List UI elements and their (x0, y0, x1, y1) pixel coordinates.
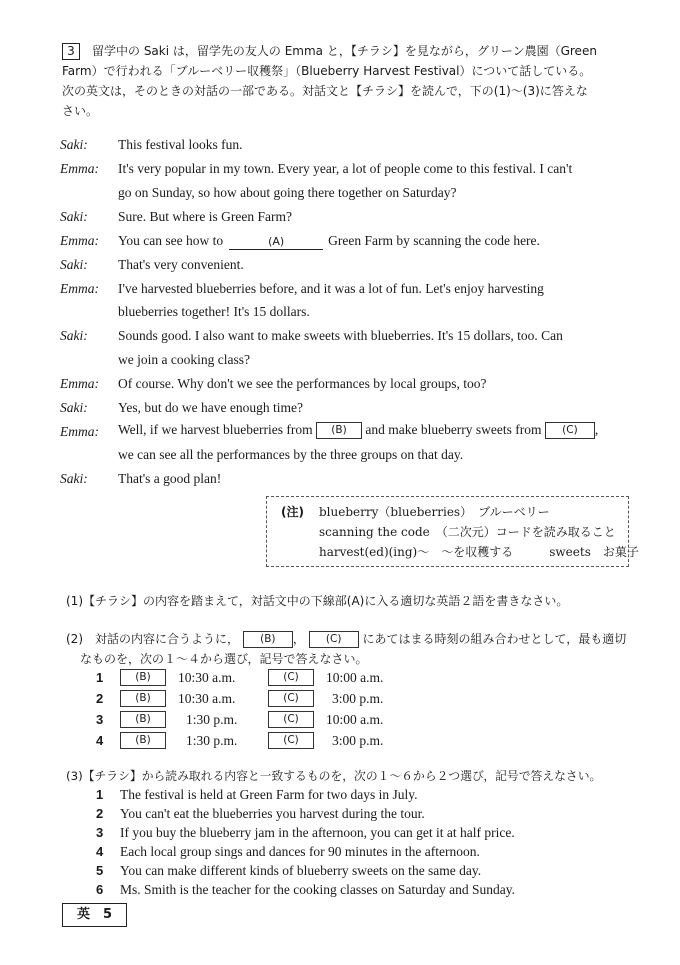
option-b-box (120, 732, 166, 749)
dialogue-line: go on Sunday, so how about going there together on Saturday? (118, 185, 457, 200)
dialogue-line: we can see all the performances by the three groups on that day. (118, 447, 464, 462)
blank-c-box: (C) (268, 732, 314, 749)
dialogue-line: That's very convenient. (118, 257, 244, 272)
option-row (96, 712, 103, 728)
option-c-time: 10:00 a.m. (326, 670, 384, 685)
option-number-text: 1 (96, 787, 104, 802)
speaker: Emma: (60, 233, 99, 248)
speaker: Saki: (60, 209, 88, 224)
option-text: The festival is held at Green Farm for two days in July. (120, 787, 418, 802)
question-2-line-2: なものを，次の１〜４から選び，記号で答えなさい。 (80, 652, 368, 666)
option-number: 4 (96, 733, 104, 748)
blank-b-box: (B) (316, 422, 362, 439)
question-2-text: にあてはまる時刻の組み合わせとして，最も適切 (362, 632, 627, 646)
intro-line-2: Farm）で行われる「ブルーベリー収穫祭」（Blueberry Harvest Festival）について話している。 (62, 64, 592, 78)
option-number (96, 825, 103, 841)
option-row (96, 733, 103, 749)
dialogue-line: I've harvested blueberries before, and it was a lot of fun. Let's enjoy harvesting (118, 281, 544, 296)
option-number-text: 6 (96, 882, 104, 897)
dialogue-line: Sure. But where is Green Farm? (118, 209, 292, 224)
dialogue-text: You can see how to (118, 233, 224, 248)
blank-c-box: (C) (268, 669, 314, 686)
option-number (96, 844, 103, 860)
option-c-box (268, 669, 314, 686)
blank-c-box: (C) (309, 631, 359, 648)
option-number: 3 (96, 712, 104, 727)
speaker: Emma: (60, 161, 99, 176)
intro-line-4: さい。 (62, 104, 99, 118)
option-text: Each local group sings and dances for 90 minutes in the afternoon. (120, 844, 480, 859)
dialogue-line: Sounds good. I also want to make sweets with blueberries. It's 15 dollars, too. Can (118, 328, 563, 343)
option-number (96, 882, 103, 898)
option-b-time: 1:30 p.m. (186, 712, 238, 727)
dialogue-line: This festival looks fun. (118, 137, 243, 152)
speaker: Saki: (60, 471, 88, 486)
question-2-text: (2) 対話の内容に合うように， (66, 632, 239, 646)
option-c-box (268, 711, 314, 728)
blank-b-box: (B) (243, 631, 293, 648)
note-row: blueberry（blueberries） ブルーベリー (319, 505, 550, 519)
option-b-time: 10:30 a.m. (178, 691, 236, 706)
dialogue-text: and make blueberry sweets from (365, 422, 542, 437)
speaker: Saki: (60, 257, 88, 272)
speaker: Emma: (60, 281, 99, 296)
option-text: You can't eat the blueberries you harvest during the tour. (120, 806, 425, 821)
option-number-text: 4 (96, 844, 104, 859)
dialogue-text: Well, if we harvest blueberries from (118, 422, 313, 437)
blank-b-box: (B) (120, 711, 166, 728)
dialogue-line: Of course. Why don't we see the performances by local groups, too? (118, 376, 487, 391)
option-b-box (120, 669, 166, 686)
intro-line-3: 次の英文は，そのときの対話の一部である。対話文と【チラシ】を読んで，下の(1)〜(3)に答えな (62, 84, 588, 98)
option-c-time: 3:00 p.m. (332, 691, 384, 706)
option-text: If you buy the blueberry jam in the afternoon, you can get it at half price. (120, 825, 515, 840)
blank-b-box: (B) (120, 732, 166, 749)
note-row: harvest(ed)(ing)〜 〜を収穫する sweets お菓子 (319, 545, 639, 559)
option-text: Ms. Smith is the teacher for the cooking classes on Saturday and Sunday. (120, 882, 516, 897)
option-number (96, 787, 103, 803)
page-label: 英 5 (62, 903, 127, 927)
dialogue-line-with-boxes (118, 422, 598, 439)
dialogue-line: we join a cooking class? (118, 352, 250, 367)
option-c-time: 10:00 a.m. (326, 712, 384, 727)
dialogue-text: , (594, 422, 599, 437)
blank-b-box: (B) (120, 690, 166, 707)
question-intro (62, 41, 637, 121)
dialogue-line: blueberries together! It's 15 dollars. (118, 304, 310, 319)
option-text: You can make different kinds of blueberry sweets on the same day. (120, 863, 482, 878)
speaker: Saki: (60, 400, 88, 415)
option-c-box (268, 690, 314, 707)
option-number: 1 (96, 670, 104, 685)
dialogue-line: That's a good plan! (118, 471, 222, 486)
option-number: 2 (96, 691, 104, 706)
option-number-text: 2 (96, 806, 104, 821)
speaker: Saki: (60, 328, 88, 343)
note-label: (注) (281, 505, 304, 519)
blank-c-box: (C) (268, 711, 314, 728)
speaker: Emma: (60, 424, 99, 439)
option-row (96, 670, 103, 686)
option-c-box (268, 732, 314, 749)
option-number-text: 5 (96, 863, 104, 878)
blank-a-underline: (A) (229, 235, 323, 250)
question-number-box: 3 (62, 43, 80, 60)
question-1: (1)【チラシ】の内容を踏まえて，対話文中の下線部(A)に入る適切な英語２語を書きなさい。 (66, 594, 569, 608)
note-row: scanning the code （二次元）コードを読み取ること (319, 525, 616, 539)
question-3: (3)【チラシ】から読み取れる内容と一致するものを，次の１〜６から２つ選び，記号で答えなさい。 (66, 769, 602, 783)
blank-c-box: (C) (545, 422, 595, 439)
question-2: (2) 対話の内容に合うように， (B) ， (C) にあてはまる時刻の組み合わせとして，最も適切 (66, 632, 627, 646)
option-number (96, 806, 103, 822)
dialogue-line-with-blank (118, 233, 540, 250)
blank-c-box: (C) (268, 690, 314, 707)
speaker: Saki: (60, 137, 88, 152)
vocabulary-note (266, 496, 639, 567)
speaker: Emma: (60, 376, 99, 391)
intro-line-1: 留学中の Saki は，留学先の友人の Emma と，【チラシ】を見ながら，グリーン農園（Green (92, 44, 597, 58)
dialogue-line: It's very popular in my town. Every year, a lot of people come to this festival. I can't (118, 161, 573, 176)
option-b-box (120, 690, 166, 707)
dialogue-text: Green Farm by scanning the code here. (328, 233, 540, 248)
option-c-time: 3:00 p.m. (332, 733, 384, 748)
blank-b-box: (B) (120, 669, 166, 686)
option-number-text: 3 (96, 825, 104, 840)
option-number (96, 863, 103, 879)
option-b-time: 10:30 a.m. (178, 670, 236, 685)
option-row (96, 691, 103, 707)
dialogue-line: Yes, but do we have enough time? (118, 400, 303, 415)
option-b-time: 1:30 p.m. (186, 733, 238, 748)
option-b-box (120, 711, 166, 728)
